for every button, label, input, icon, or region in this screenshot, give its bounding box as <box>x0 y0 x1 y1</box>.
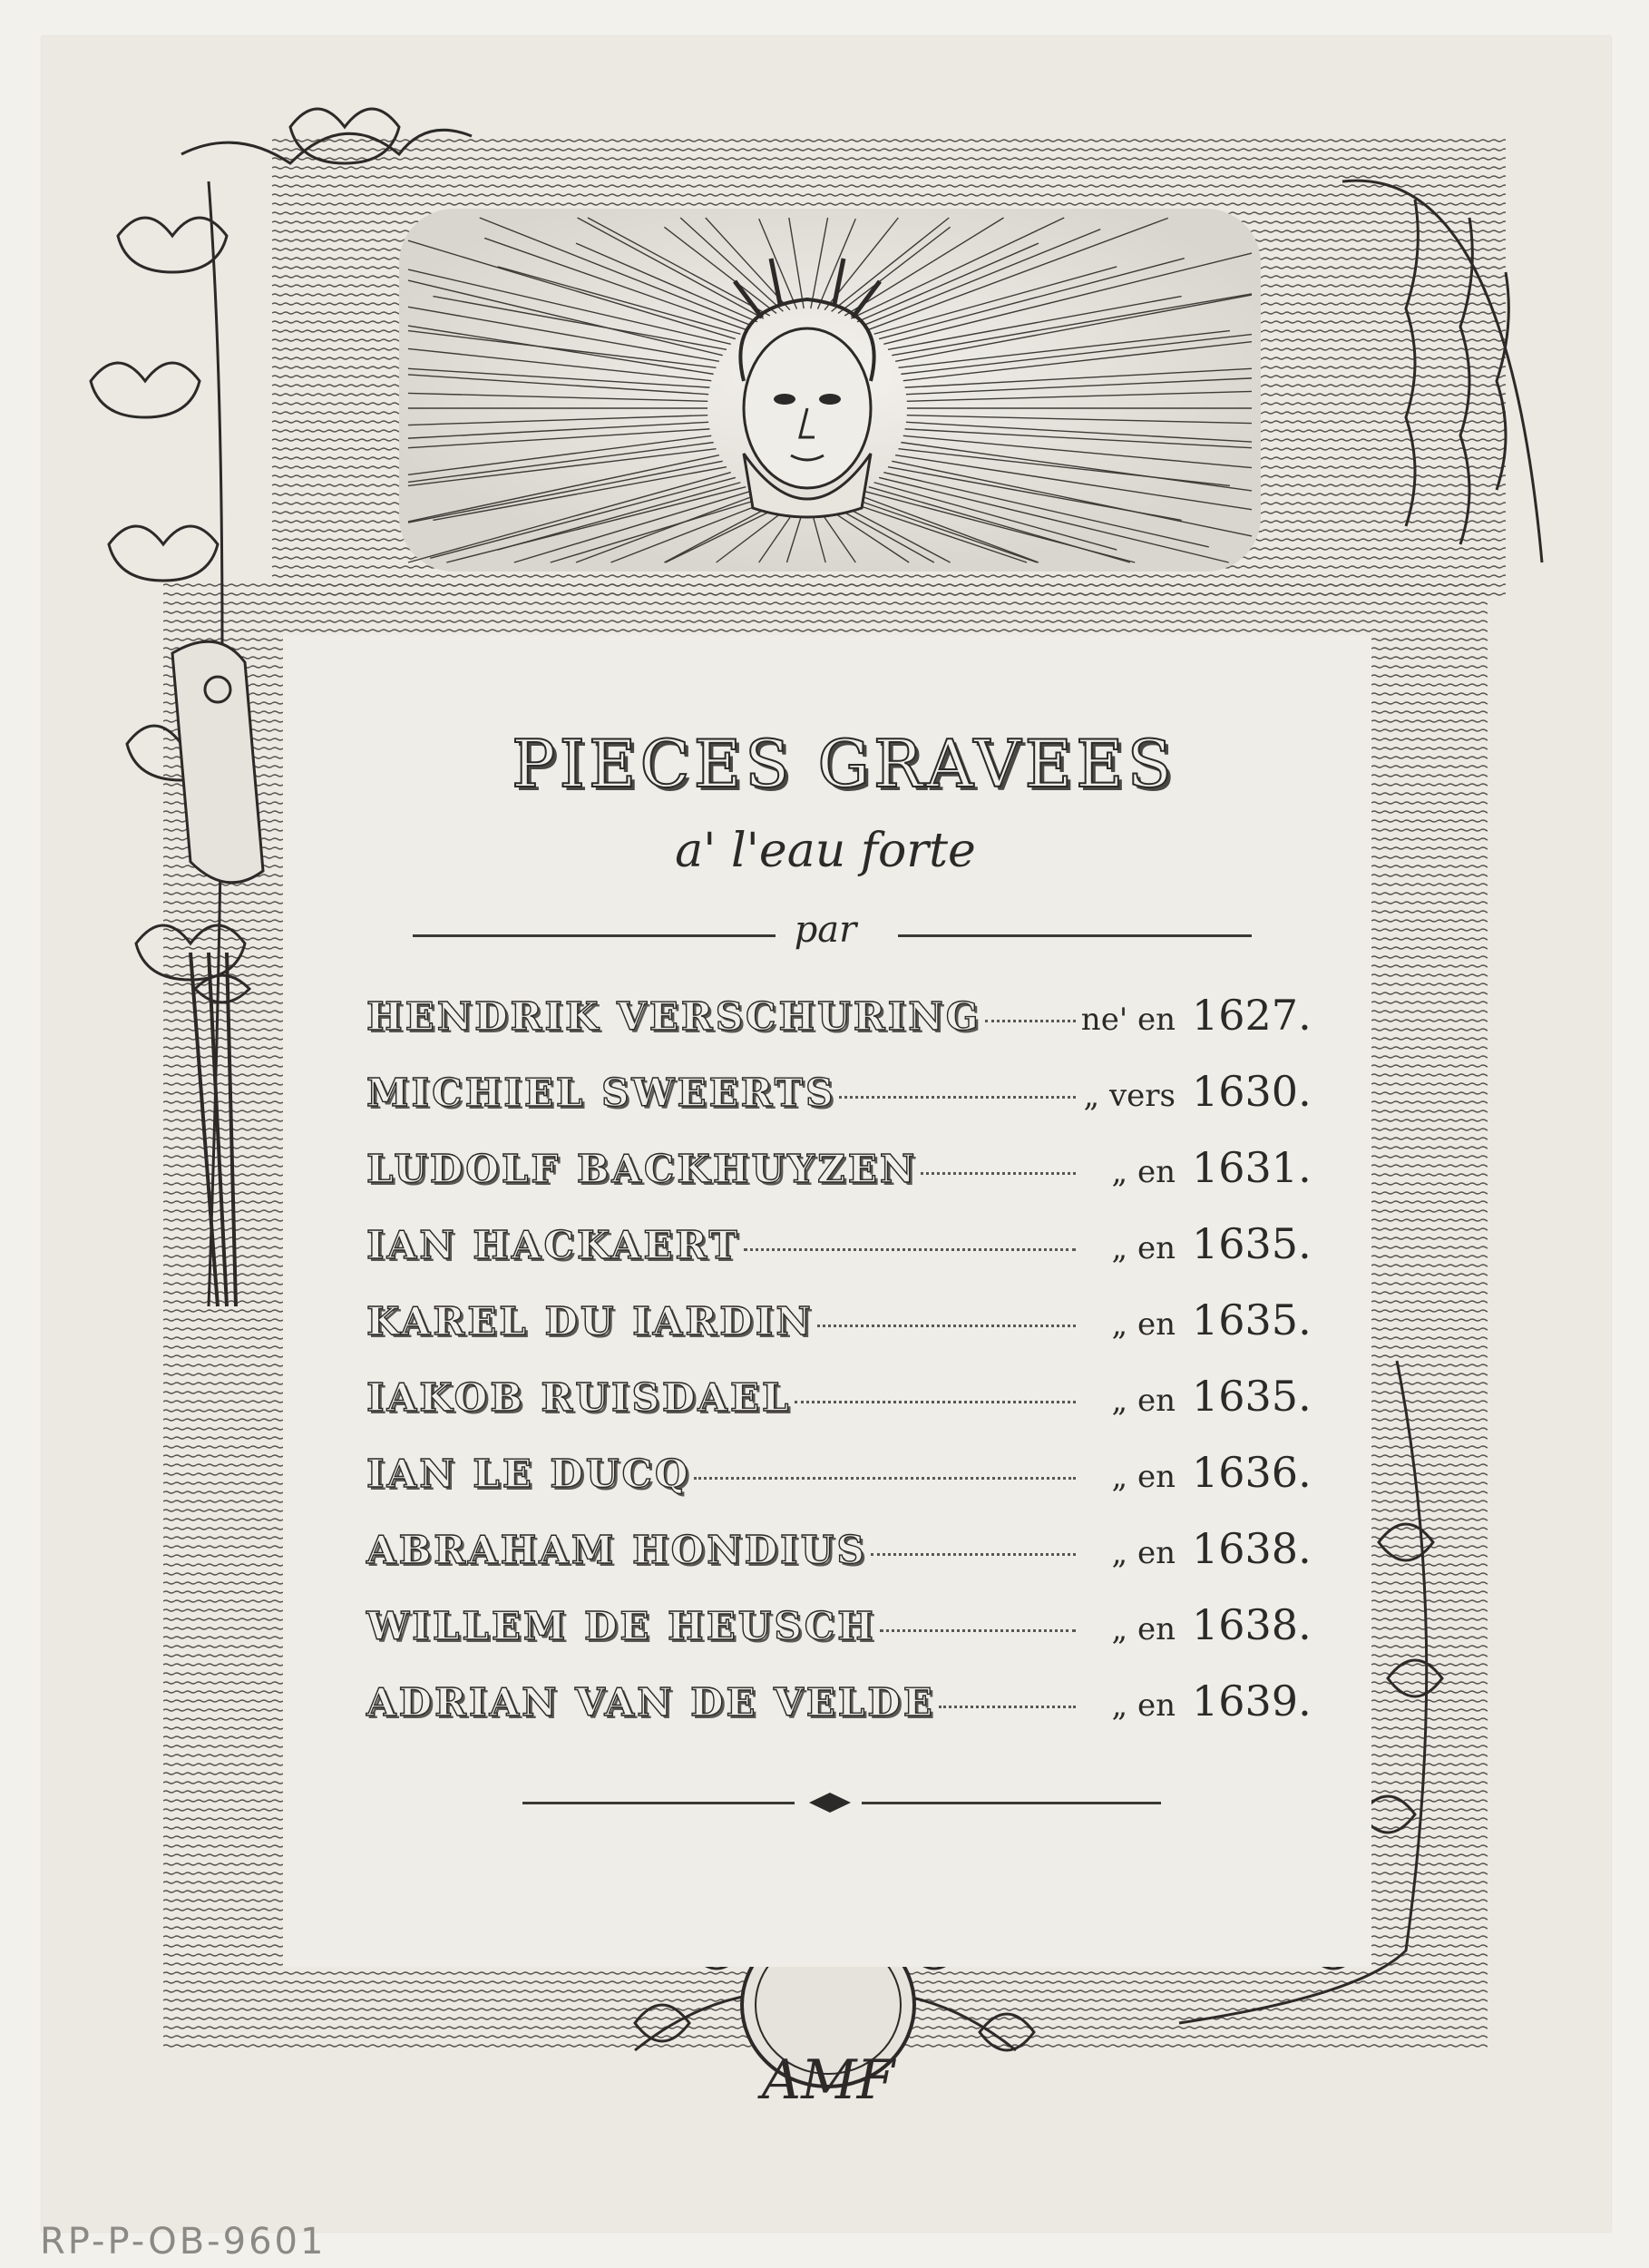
artist-year: 1635. <box>1192 1372 1312 1421</box>
artist-year: 1638. <box>1192 1524 1312 1573</box>
artist-date-prefix: „ vers <box>1083 1078 1176 1114</box>
leader-dots <box>817 1325 1076 1327</box>
list-item <box>366 1143 1310 1219</box>
leader-dots <box>880 1629 1076 1632</box>
list-item <box>366 1295 1310 1372</box>
artist-year: 1636. <box>1192 1448 1312 1497</box>
list-item <box>366 1219 1310 1295</box>
artist-name: WILLEM DE HEUSCH <box>366 1604 876 1648</box>
diamond-ornament-icon <box>807 1791 853 1814</box>
monogram: AMF <box>761 2048 895 2112</box>
leader-dots <box>871 1553 1076 1556</box>
artist-name: MICHIEL SWEERTS <box>366 1070 836 1115</box>
artist-name: IAN HACKAERT <box>366 1223 740 1267</box>
list-item <box>366 1448 1310 1524</box>
artist-year: 1630. <box>1192 1067 1312 1116</box>
artist-date-prefix: „ en <box>1111 1687 1176 1724</box>
bottom-divider-left <box>522 1802 795 1804</box>
artist-date-prefix: „ en <box>1111 1306 1176 1343</box>
list-item <box>366 991 1310 1067</box>
bottom-divider-right <box>862 1802 1161 1804</box>
artist-date-prefix: „ en <box>1111 1611 1176 1647</box>
artist-name: IAKOB RUISDAEL <box>366 1375 792 1420</box>
artist-year: 1627. <box>1192 991 1312 1040</box>
artist-date-prefix: „ en <box>1111 1230 1176 1266</box>
leader-dots <box>921 1172 1076 1175</box>
list-item <box>366 1677 1310 1753</box>
subtitle: a' l'eau forte <box>675 824 976 878</box>
leader-dots <box>744 1248 1076 1251</box>
page-title: PIECES GRAVEES <box>512 726 1176 802</box>
leader-dots <box>795 1401 1076 1403</box>
catalog-number: RP-P-OB-9601 <box>40 2221 327 2263</box>
artist-year: 1635. <box>1192 1219 1312 1268</box>
leader-dots <box>985 1020 1076 1022</box>
artist-name: HENDRIK VERSCHURING <box>366 994 981 1039</box>
leader-dots <box>839 1096 1076 1099</box>
leader-dots <box>694 1477 1076 1480</box>
artist-year: 1638. <box>1192 1600 1312 1649</box>
list-item <box>366 1600 1310 1677</box>
artist-year: 1639. <box>1192 1677 1312 1725</box>
leader-dots <box>939 1706 1076 1708</box>
artist-name: IAN LE DUCQ <box>366 1452 691 1496</box>
divider-left <box>413 934 776 937</box>
artist-list <box>366 991 1310 1753</box>
by-label: par <box>794 909 857 951</box>
divider-right <box>898 934 1252 937</box>
artist-date-prefix: „ en <box>1111 1154 1176 1190</box>
artist-name: ADRIAN VAN DE VELDE <box>366 1680 935 1725</box>
artist-name: KAREL DU IARDIN <box>366 1299 814 1344</box>
artist-date-prefix: „ en <box>1111 1535 1176 1571</box>
artist-date-prefix: „ en <box>1111 1383 1176 1419</box>
list-item <box>366 1524 1310 1600</box>
artist-year: 1635. <box>1192 1295 1312 1344</box>
artist-date-prefix: „ en <box>1111 1459 1176 1495</box>
artist-year: 1631. <box>1192 1143 1312 1192</box>
list-item <box>366 1372 1310 1448</box>
artist-name: ABRAHAM HONDIUS <box>366 1528 867 1572</box>
artist-date-prefix: ne' en <box>1080 1002 1176 1038</box>
list-item <box>366 1067 1310 1143</box>
artist-name: LUDOLF BACKHUYZEN <box>366 1147 918 1191</box>
